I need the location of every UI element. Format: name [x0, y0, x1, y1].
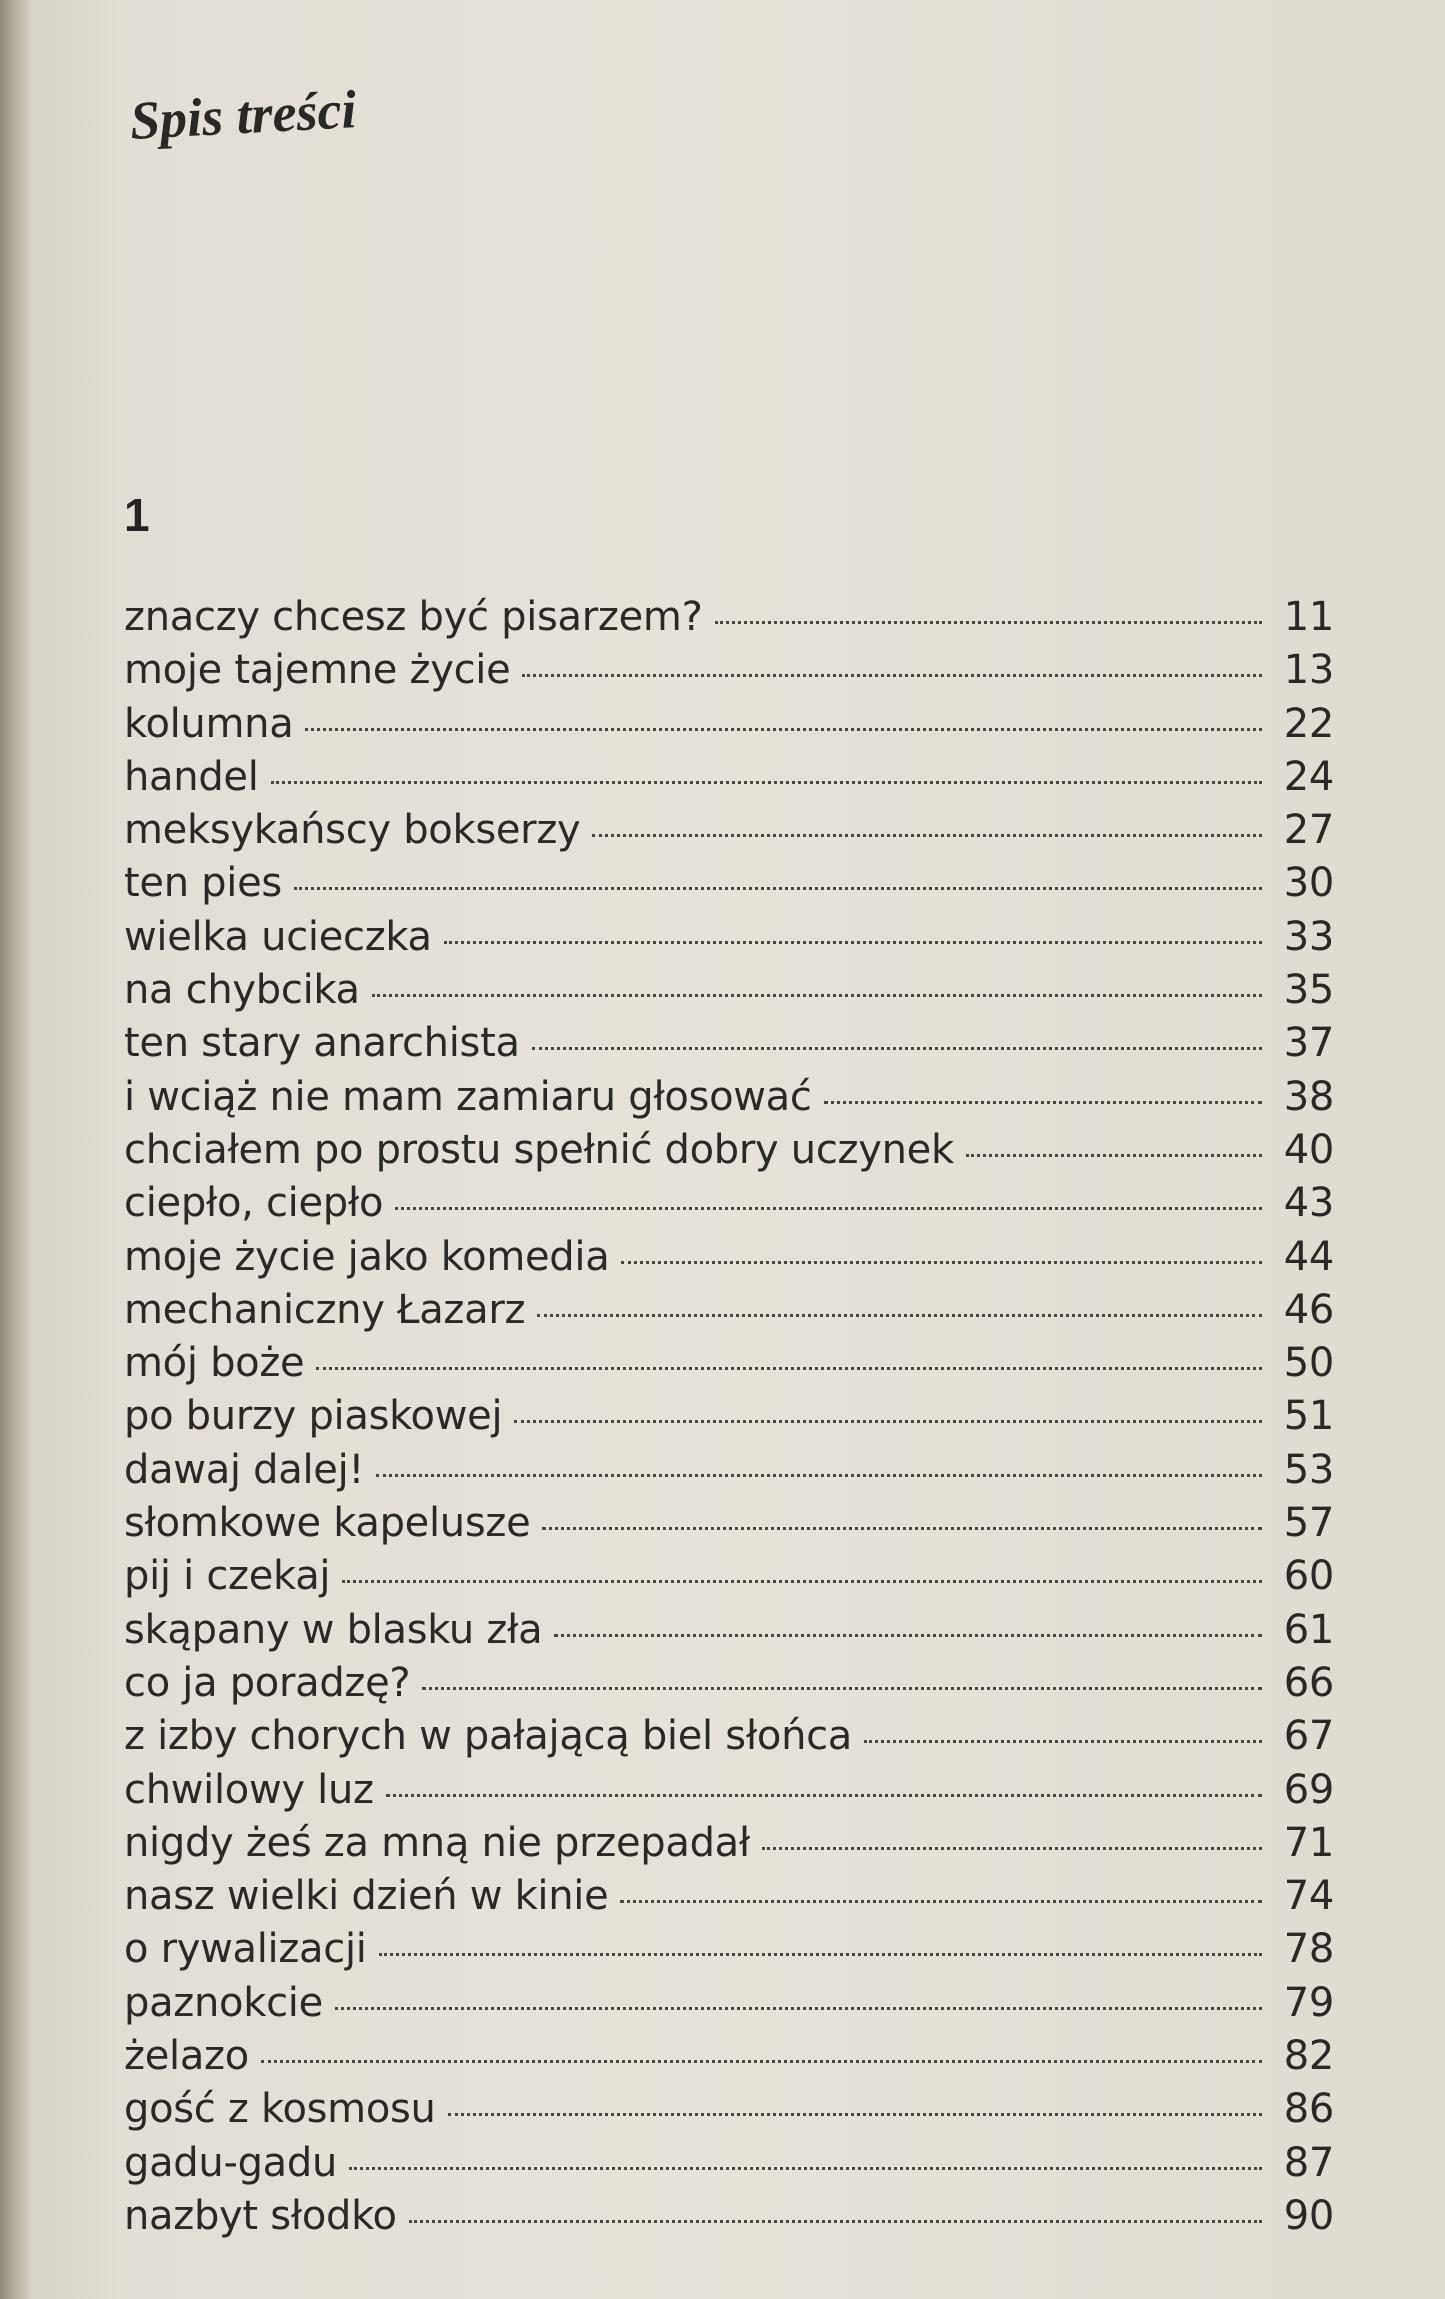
toc-entry-page-number: 40 [1283, 1126, 1334, 1173]
toc-entry-page-number: 13 [1283, 647, 1334, 694]
toc-entry-title: o rywalizacji [124, 1926, 367, 1973]
toc-entry [124, 754, 1334, 807]
toc-entry-page-number: 60 [1283, 1553, 1334, 1600]
toc-entry-page-number: 33 [1283, 913, 1334, 960]
toc-entry-title: moje życie jako komedia [124, 1233, 610, 1280]
toc-entry [124, 2193, 1334, 2246]
dot-leader [422, 1687, 1262, 1690]
toc-entry-page-number: 38 [1283, 1073, 1334, 1120]
toc-entry-title: paznokcie [124, 1979, 323, 2026]
dot-leader [294, 887, 1262, 890]
toc-entry-title: nigdy żeś za mną nie przepadał [124, 1819, 750, 1866]
toc-entry-page-number: 37 [1283, 1020, 1334, 1067]
toc-entry-title: meksykańscy bokserzy [124, 807, 581, 854]
toc-entry-title: gość z kosmosu [124, 2086, 436, 2133]
toc-entry [124, 1180, 1334, 1233]
toc-entry-title: kolumna [124, 700, 294, 747]
toc-entry [124, 1234, 1334, 1287]
dot-leader [305, 728, 1262, 731]
dot-leader [349, 2167, 1262, 2170]
toc-entry-title: mój boże [124, 1340, 305, 1387]
toc-entry [124, 701, 1334, 754]
table-of-contents [124, 594, 1334, 2246]
toc-entry [124, 1820, 1334, 1873]
toc-entry-title: słomkowe kapelusze [124, 1500, 531, 1547]
toc-entry-title: ten stary anarchista [124, 1020, 520, 1067]
toc-entry-page-number: 78 [1283, 1926, 1334, 1973]
toc-entry [124, 647, 1334, 700]
toc-entry-page-number: 35 [1283, 967, 1334, 1014]
toc-entry-title: i wciąż nie mam zamiaru głosować [124, 1073, 812, 1120]
toc-entry-page-number: 53 [1283, 1446, 1334, 1493]
dot-leader [522, 674, 1262, 677]
dot-leader [537, 1314, 1262, 1317]
toc-entry-page-number: 44 [1283, 1233, 1334, 1280]
toc-entry-page-number: 74 [1283, 1873, 1334, 1920]
toc-entry-page-number: 50 [1283, 1340, 1334, 1387]
toc-entry [124, 1553, 1334, 1606]
dot-leader [386, 1794, 1262, 1797]
toc-entry [124, 1660, 1334, 1713]
toc-entry [124, 1713, 1334, 1766]
dot-leader [966, 1154, 1262, 1157]
dot-leader [372, 994, 1262, 997]
toc-entry [124, 1447, 1334, 1500]
toc-entry [124, 2033, 1334, 2086]
toc-entry-title: nasz wielki dzień w kinie [124, 1873, 609, 1920]
toc-entry [124, 860, 1334, 913]
toc-entry [124, 1393, 1334, 1446]
dot-leader [448, 2113, 1262, 2116]
dot-leader [554, 1634, 1262, 1637]
toc-entry-title: pij i czekaj [124, 1553, 331, 1600]
dot-leader [621, 1261, 1262, 1264]
dot-leader [271, 781, 1262, 784]
toc-entry-page-number: 87 [1283, 2139, 1334, 2186]
toc-entry [124, 1287, 1334, 1340]
toc-entry [124, 1340, 1334, 1393]
dot-leader [532, 1047, 1262, 1050]
toc-entry-title: znaczy chcesz być pisarzem? [124, 594, 703, 640]
toc-entry-page-number: 66 [1283, 1659, 1334, 1706]
section-number: 1 [124, 489, 150, 541]
toc-entry [124, 1074, 1334, 1127]
toc-entry-title: nazbyt słodko [124, 2192, 397, 2239]
toc-entry-title: skąpany w blasku zła [124, 1606, 543, 1653]
toc-entry-page-number: 69 [1283, 1766, 1334, 1813]
toc-entry [124, 807, 1334, 860]
toc-entry-page-number: 82 [1283, 2033, 1334, 2080]
toc-entry [124, 1873, 1334, 1926]
toc-entry [124, 1980, 1334, 2033]
dot-leader [379, 1953, 1262, 1956]
toc-entry-page-number: 90 [1283, 2192, 1334, 2239]
toc-entry-page-number: 11 [1283, 594, 1334, 640]
toc-entry-title: z izby chorych w pałającą biel słońca [124, 1713, 853, 1760]
toc-entry-title: moje tajemne życie [124, 647, 511, 694]
dot-leader [514, 1420, 1262, 1423]
toc-entry-page-number: 27 [1283, 807, 1334, 854]
toc-entry-page-number: 46 [1283, 1286, 1334, 1333]
dot-leader [444, 941, 1262, 944]
dot-leader [824, 1101, 1262, 1104]
toc-entry-page-number: 67 [1283, 1713, 1334, 1760]
book-spine-shadow [0, 0, 30, 2299]
toc-entry-title: chciałem po prostu spełnić dobry uczynek [124, 1126, 954, 1173]
toc-entry-page-number: 71 [1283, 1819, 1334, 1866]
dot-leader [335, 2007, 1262, 2010]
toc-entry [124, 1500, 1334, 1553]
toc-entry-title: ten pies [124, 860, 282, 907]
toc-entry [124, 2086, 1334, 2139]
toc-entry-title: po burzy piaskowej [124, 1393, 503, 1440]
toc-entry-page-number: 61 [1283, 1606, 1334, 1653]
toc-entry-title: co ja poradzę? [124, 1659, 411, 1706]
dot-leader [376, 1474, 1262, 1477]
toc-entry-page-number: 30 [1283, 860, 1334, 907]
dot-leader [316, 1367, 1262, 1370]
toc-entry [124, 1767, 1334, 1820]
dot-leader [261, 2060, 1262, 2063]
toc-entry-title: mechaniczny Łazarz [124, 1286, 526, 1333]
toc-entry-title: gadu-gadu [124, 2139, 338, 2186]
toc-entry-page-number: 24 [1283, 753, 1334, 800]
dot-leader [762, 1847, 1262, 1850]
dot-leader [409, 2220, 1262, 2223]
toc-entry-page-number: 51 [1283, 1393, 1334, 1440]
toc-entry-title: ciepło, ciepło [124, 1180, 384, 1227]
dot-leader [620, 1900, 1262, 1903]
toc-entry [124, 594, 1334, 647]
toc-entry-title: wielka ucieczka [124, 913, 432, 960]
toc-entry [124, 1127, 1334, 1180]
toc-entry-page-number: 43 [1283, 1180, 1334, 1227]
toc-entry [124, 2140, 1334, 2193]
toc-entry-page-number: 22 [1283, 700, 1334, 747]
toc-entry [124, 967, 1334, 1020]
toc-entry-page-number: 57 [1283, 1500, 1334, 1547]
dot-leader [395, 1207, 1262, 1210]
toc-entry-title: żelazo [124, 2033, 249, 2080]
toc-entry [124, 914, 1334, 967]
toc-entry-title: chwilowy luz [124, 1766, 374, 1813]
toc-entry [124, 1020, 1334, 1073]
toc-entry-title: na chybcika [124, 967, 360, 1014]
page-title: Spis treści [128, 79, 358, 151]
toc-entry [124, 1607, 1334, 1660]
toc-entry-title: dawaj dalej! [124, 1446, 365, 1493]
dot-leader [592, 834, 1262, 837]
toc-entry-page-number: 79 [1283, 1979, 1334, 2026]
toc-entry-page-number: 86 [1283, 2086, 1334, 2133]
dot-leader [715, 621, 1262, 624]
dot-leader [342, 1580, 1262, 1583]
dot-leader [542, 1527, 1262, 1530]
toc-entry [124, 1926, 1334, 1979]
toc-entry-title: handel [124, 753, 259, 800]
dot-leader [864, 1740, 1262, 1743]
